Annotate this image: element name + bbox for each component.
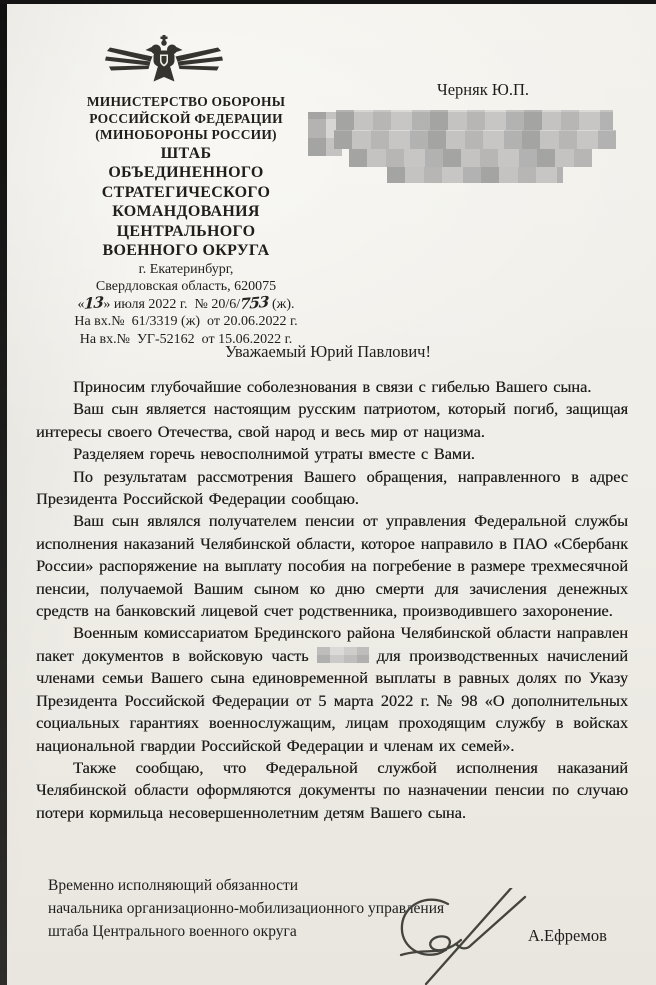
pixelated-redaction-address	[387, 167, 563, 183]
letterhead-org-line: РОССИЙСКОЙ ФЕДЕРАЦИИ	[89, 110, 283, 126]
letterhead-hq-line: СТРАТЕГИЧЕСКОГО	[101, 183, 271, 201]
letterhead-hq-line: ШТАБ	[160, 144, 212, 162]
letter-body	[36, 376, 628, 824]
letterhead-hq-line: ОБЪЕДИНЕННОГО	[108, 164, 264, 181]
photo-edge-left	[0, 0, 7, 985]
pixelated-redaction-address	[334, 130, 616, 149]
salutation: Уважаемый Юрий Павлович!	[225, 342, 431, 361]
handwritten-doc-number: 753	[239, 292, 269, 313]
letterhead-hq-line: КОМАНДОВАНИЯ	[112, 203, 260, 220]
letterhead-hq-line: ЦЕНТРАЛЬНОГО	[116, 222, 256, 240]
date-open-quote: «	[77, 296, 85, 312]
outgoing-number-line	[34, 292, 338, 314]
pixelated-redaction-address	[336, 110, 613, 130]
photo-edge-top	[0, 0, 656, 4]
pixelated-redaction-address	[349, 149, 592, 167]
letterhead-city: г. Екатеринбург,	[138, 261, 234, 277]
signer-name: А.Ефремов	[528, 926, 607, 945]
handwritten-day: 13	[84, 292, 104, 313]
addressee-name: Черняк Ю.П.	[437, 80, 529, 99]
signature-position-line: Временно исполняющий обязанности	[48, 877, 299, 894]
paragraph-patriot: Ваш сын является настоящим русским патриотом, который погиб, защищая интересы своего Отечества, свой народ и весь мир от нацизма.	[36, 399, 628, 441]
signature-scribble	[386, 888, 538, 985]
letterhead	[34, 94, 338, 348]
date-printed-middle: » июля 2022 г. № 20/6/	[103, 296, 241, 312]
incoming-ref-line: На вх.№ 61/3319 (ж) от 20.06.2022 г.	[74, 314, 298, 329]
date-tail: (ж).	[268, 296, 295, 312]
paragraph-military-unit-after: для производственных начислений членами семьи Вашего сына единовременной выплаты в равных долях по Указу Президента Российской Федерации от 5 марта 2022 г. № 98 «О дополнительных социальных гарантиях военнослужащим, лицам проходящим службу в войсках национальной гвардии Российской Федерации и членам их семей».	[36, 645, 628, 755]
letterhead-hq-line: ВОЕННОГО ОКРУГА	[102, 242, 270, 259]
pixelated-redaction-unit-number	[317, 647, 369, 663]
mod-eagle-emblem-icon	[104, 34, 224, 94]
signature-position-line: штаба Центрального военного округа	[48, 923, 297, 940]
letterhead-org-line: МИНИСТЕРСТВО ОБОРОНЫ	[86, 94, 286, 109]
paragraph-military-unit	[36, 622, 628, 756]
paragraph-condolences: Приносим глубочайшие соболезнования в связи с гибелью Вашего сына.	[73, 377, 592, 396]
paragraph-survivor-pension: Также сообщаю, что Федеральной службой исполнения наказаний Челябинской области оформляются документы по назначении пенсии по случаю потери кормильца несовершеннолетним детям Вашего сына.	[36, 757, 628, 822]
letterhead-org-line: (МИНОБОРОНЫ РОССИИ)	[95, 127, 277, 142]
signature-position-block	[48, 874, 444, 943]
paragraph-pension-burial: Ваш сын являлся получателем пенсии от управления Федеральной службы исполнения наказаний Челябинской области, которое направило в ПАО «Сбербанк России» распоряжение на выплату пособия на погребение в размере трехмесячной пенсии, получаемой Вашим сыном ко дню смерти для зачисления денежных средств на банковский лицевой счет родственника, производившего захоронение.	[36, 511, 628, 621]
signature-position-line: начальника организационно-мобилизационного управления	[48, 900, 445, 917]
incoming-ref-line: На вх.№ УГ-52162 от 15.06.2022 г.	[79, 331, 293, 347]
letterhead-region: Свердловская область, 620075	[95, 278, 277, 294]
paragraph-military-unit-before: Военным комиссариатом Брединского района Челябинской области направлен пакет документов в войсковую часть	[36, 623, 628, 665]
paragraph-appeal-result: По результатам рассмотрения Вашего обращения, направленного в адрес Президента Российской Федерации сообщаю.	[36, 466, 628, 509]
paragraph-grief: Разделяем горечь невосполнимой утраты вместе с Вами.	[73, 444, 475, 464]
